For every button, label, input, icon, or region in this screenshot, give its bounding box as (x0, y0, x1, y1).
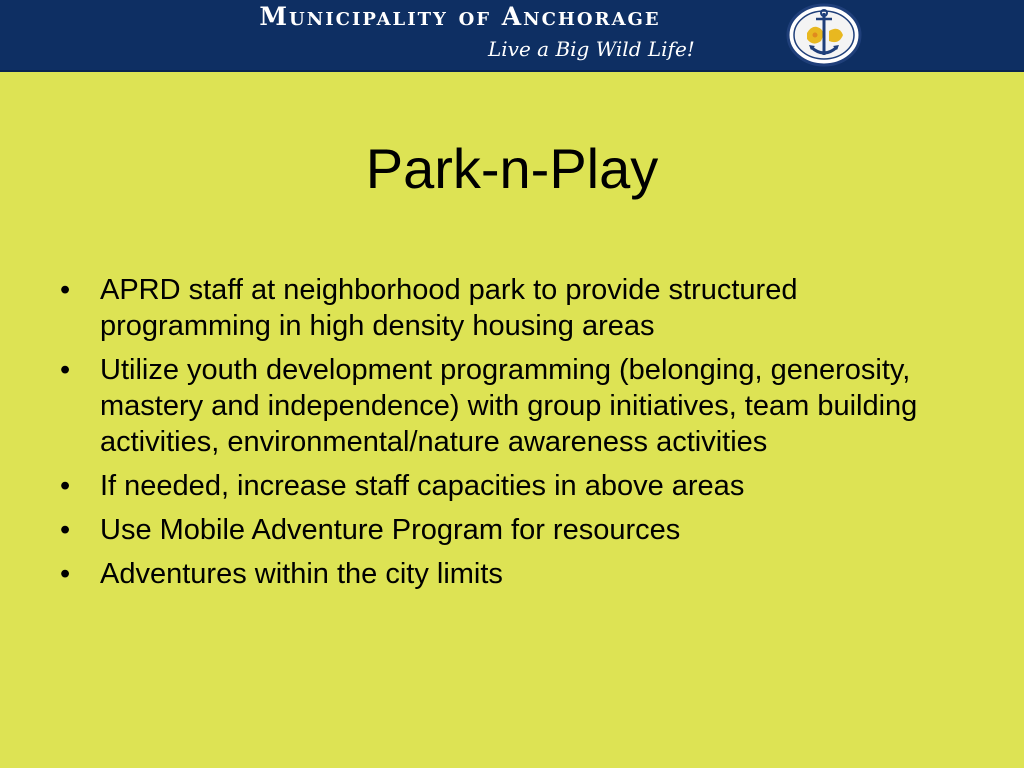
bullet-item (58, 272, 958, 344)
bullet-text: APRD staff at neighborhood park to provide structured programming in high density housing areas (100, 274, 798, 342)
bullet-marker: • (60, 558, 71, 590)
bullet-marker: • (60, 354, 71, 386)
bullet-marker: • (60, 470, 71, 502)
bullet-marker: • (60, 274, 71, 306)
bullet-marker: • (60, 514, 71, 546)
bullet-item (58, 468, 958, 504)
anchorage-seal-icon (785, 3, 863, 67)
bullet-text: If needed, increase staff capacities in above areas (100, 470, 745, 502)
tagline: Live a Big Wild Life! (488, 37, 695, 61)
slide-title: Park-n-Play (365, 137, 659, 200)
bullet-text: Utilize youth development programming (belonging, generosity, mastery and independence) with group initiatives, team building activities, environmental/nature awareness activities (100, 354, 918, 458)
header-banner (0, 0, 1024, 72)
bullet-text: Adventures within the city limits (100, 558, 503, 590)
bullet-item (58, 512, 958, 548)
bullet-list (58, 272, 958, 600)
organization-name: Municipality of Anchorage (259, 2, 661, 31)
bullet-item (58, 352, 958, 460)
bullet-text: Use Mobile Adventure Program for resources (100, 514, 681, 546)
bullet-item (58, 556, 958, 592)
